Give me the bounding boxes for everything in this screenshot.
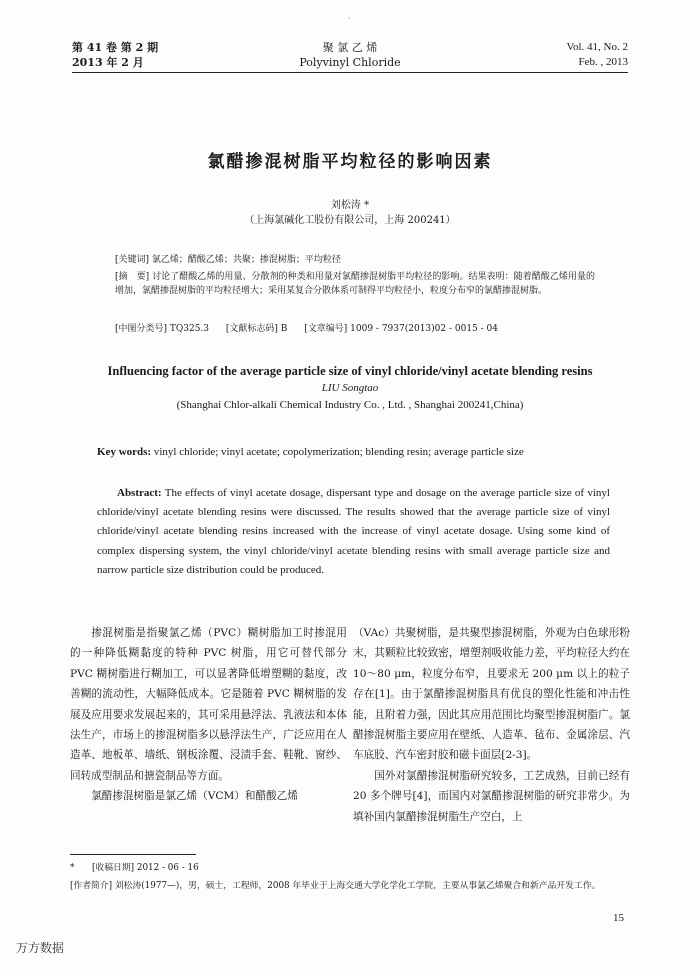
footnote-marker: * <box>70 863 75 873</box>
journal-name-en: Polyvinyl Chloride <box>299 56 401 69</box>
footnote-received <box>70 859 630 877</box>
footnotes <box>70 859 630 895</box>
abstract-cn: [摘 要] 讨论了醋酸乙烯的用量、分散剂的种类和用量对氯醋掺混树脂平均粒径的影响。结果表明：随着醋酸乙烯用量的增加，氯醋掺混树脂的平均粒径增大；采用某复合分散体系可制得平均粒径小，粒度分布窄的氯醋掺混树脂。 <box>115 272 595 296</box>
body-column-right <box>353 623 630 827</box>
article-title-en: Influencing factor of the average particle size of vinyl chloride/vinyl acetate blending resins <box>107 364 593 378</box>
volume-cn: 第 41 卷 第 2 期 <box>72 41 159 54</box>
affiliation-en: (Shanghai Chlor-alkali Chemical Industry Co. , Ltd. , Shanghai 200241,China) <box>176 399 524 411</box>
journal-name-cn: 聚 氯 乙 烯 <box>322 41 378 54</box>
footnote-author-bio: [作者简介] 刘松涛(1977—)，男，硕士，工程师，2008 年毕业于上海交通大学化学化工学院，主要从事氯乙烯聚合和新产品开发工作。 <box>70 881 601 891</box>
affiliation-cn: （上海氯碱化工股份有限公司，上海 200241） <box>244 215 456 226</box>
keywords-en <box>97 443 610 462</box>
classification-line <box>115 322 595 336</box>
header-volume-en <box>566 40 628 70</box>
body-paragraph: （VAc）共聚树脂，是共聚型掺混树脂，外观为白色球形粉末，其颗粒比较致密，增塑剂吸收能力差，平均粒径大约在 10～80 μm，粒度分布窄，且要求无 200 μm 以上的粒子存在[1]。由于氯醋掺混树脂具有优良的塑化性能和冲击性能，且附着力强，因此其应用范围比均聚型掺混树脂广。氯醋掺混树脂主要应用在壁纸、人造革、毡布、金属涂层、汽车底胶、汽车密封胶和磁卡面层[2-3]。 <box>353 627 630 762</box>
date-en: Feb. , 2013 <box>578 56 628 68</box>
author-cn: 刘松涛 * <box>330 200 370 211</box>
top-mark: · <box>348 14 351 23</box>
keywords-en-label: Key words: <box>97 446 152 458</box>
doc-code: [文献标志码] B <box>225 324 288 334</box>
page-number: 15 <box>613 912 624 924</box>
body-paragraph: 掺混树脂是指聚氯乙烯（PVC）糊树脂加工时掺混用的一种降低糊黏度的特种 PVC 树脂，用它可替代部分 PVC 糊树脂进行糊加工，可以显著降低增塑糊的黏度，改善糊的流动性，大幅降低成本。它是随着 PVC 糊树脂的发展及应用要求发展起来的，其可采用悬浮法、乳液法和本体法生产，市场上的掺混树脂多以悬浮法生产，广泛应用在人造革、地板革、墙纸、钢板涂覆、浸渍手套、鞋靴、窗纱、回转成型制品和搪瓷制品等方面。 <box>70 627 347 782</box>
abstract-en-label: Abstract: <box>117 487 162 499</box>
watermark: 万方数据 <box>16 941 65 955</box>
keywords-cn: [关键词] 氯乙烯；醋酸乙烯；共聚；掺混树脂；平均粒径 <box>115 255 341 265</box>
header-divider <box>72 72 628 73</box>
body-paragraph: 国外对氯醋掺混树脂研究较多，工艺成熟，目前已经有 20 多个牌号[4]，而国内对氯醋掺混树脂的研究非常少。为填补国内氯醋掺混树脂生产空白，上 <box>353 769 630 823</box>
body-paragraph: 氯醋掺混树脂是氯乙烯（VCM）和醋酸乙烯 <box>91 790 298 803</box>
volume-en: Vol. 41, No. 2 <box>566 41 628 53</box>
class-number: [中图分类号] TQ325.3 <box>115 324 210 334</box>
author-en: LIU Songtao <box>321 382 379 394</box>
received-date: [收稿日期] 2012 - 06 - 16 <box>92 863 199 873</box>
article-title-cn: 氯醋掺混树脂平均粒径的影响因素 <box>207 152 493 172</box>
abstract-en <box>97 484 610 580</box>
abstract-en-text: The effects of vinyl acetate dosage, dispersant type and dosage on the average particle size of vinyl chloride/vinyl acetate blending resins were discussed. The results showed that the average particle size of vinyl chloride/vinyl acetate blending resins increased with the increase of vinyl acetate dosage. Using some kind of complex dispersing system, the vinyl chloride/vinyl acetate blending resins with small average particle size and narrow particle size distribution could be produced. <box>97 487 610 576</box>
keywords-en-text: vinyl chloride; vinyl acetate; copolymerization; blending resin; average particle size <box>151 446 524 458</box>
footnote-divider <box>70 854 196 855</box>
body-column-left <box>70 623 347 807</box>
date-cn: 2013 年 2 月 <box>72 56 144 69</box>
article-number: [文章编号] 1009 - 7937(2013)02 - 0015 - 04 <box>304 324 498 334</box>
